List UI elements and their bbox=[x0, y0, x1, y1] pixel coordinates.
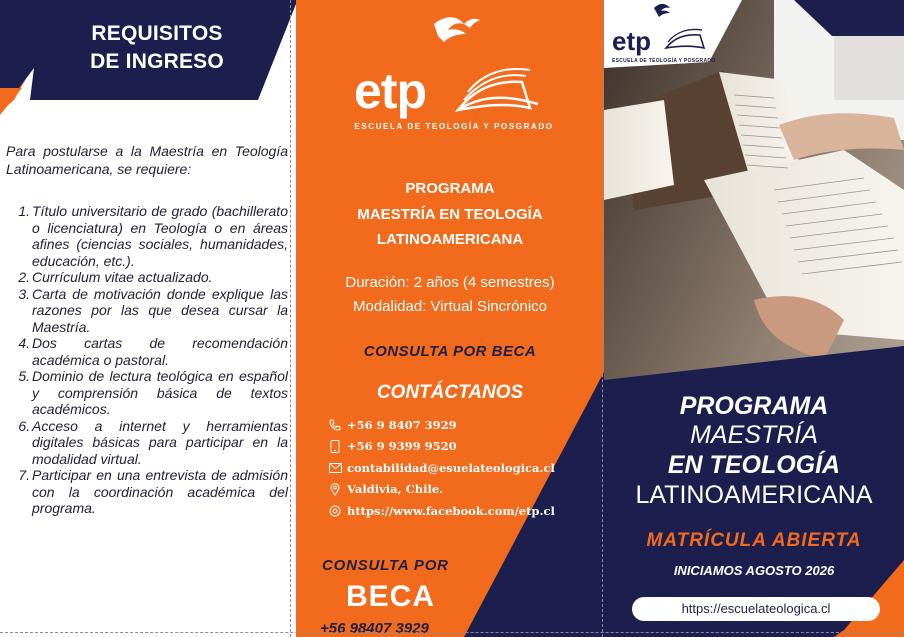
list-item-number: 3. bbox=[18, 285, 30, 302]
website-link[interactable]: https://escuelateologica.cl bbox=[632, 597, 880, 621]
list-item-text: Participar en una entrevista de admisión con la coordinación académica del programa. bbox=[32, 467, 288, 516]
contact-phone[interactable] bbox=[326, 414, 555, 436]
contact-list bbox=[326, 414, 555, 522]
logo-subtitle-small: ESCUELA DE TEOLOGÍA Y POSGRADO bbox=[612, 58, 716, 64]
web-icon bbox=[326, 505, 344, 517]
list-item bbox=[10, 286, 288, 336]
list-item-number: 7. bbox=[18, 467, 30, 483]
start-date-label: INICIAMOS AGOSTO 2026 bbox=[673, 563, 835, 578]
contact-web[interactable] bbox=[326, 500, 555, 522]
scholarship-note: CONSULTA POR BECA bbox=[363, 343, 537, 360]
contact-web-text: https://www.facebook.com/etp.cl bbox=[347, 503, 555, 518]
list-item bbox=[10, 418, 288, 468]
left-panel bbox=[0, 0, 296, 637]
list-item bbox=[10, 203, 288, 269]
requirements-intro: Para postularse a la Maestría en Teología Latinoamericana, se requiere: bbox=[6, 143, 288, 177]
list-item bbox=[10, 269, 288, 286]
contact-location bbox=[326, 479, 555, 501]
list-item bbox=[10, 467, 288, 517]
fold-line-left bbox=[290, 0, 291, 637]
logo-subtitle: ESCUELA DE TEOLOGÍA Y POSGRADO bbox=[354, 122, 554, 131]
enrollment-open-label: MATRÍCULA ABIERTA bbox=[646, 530, 862, 551]
location-icon bbox=[326, 483, 344, 496]
contact-email[interactable] bbox=[326, 457, 555, 479]
list-item-number: 6. bbox=[18, 417, 30, 434]
list-item-text: Título universitario de grado (bachillerato o licenciatura) en Teología o en áreas afines (ciencias sociales, humanidades, educación, etc.). bbox=[32, 203, 288, 269]
list-item-text: Dominio de lectura teológica en español y comprensión básica de textos académicos. bbox=[32, 368, 288, 417]
etp-logo bbox=[354, 10, 554, 135]
program-duration: Duración: 2 años (4 semestres) bbox=[345, 274, 555, 291]
list-item-number: 1. bbox=[18, 203, 30, 219]
right-panel bbox=[604, 0, 904, 637]
program-label-line3: LATINOAMERICANA bbox=[376, 231, 524, 248]
contact-mobile[interactable] bbox=[326, 436, 555, 458]
list-item-number: 5. bbox=[18, 368, 30, 384]
list-item bbox=[10, 335, 288, 368]
mobile-icon bbox=[326, 440, 344, 453]
logo-wordmark-small: etp bbox=[612, 26, 651, 56]
bottom-trim-line bbox=[0, 632, 904, 633]
contact-location-text: Valdivia, Chile. bbox=[347, 482, 444, 497]
dove-book-icon-small bbox=[610, 0, 718, 70]
middle-panel bbox=[296, 0, 604, 637]
list-item-text: Carta de motivación donde explique las razones por las que desea cursar la Maestría. bbox=[32, 285, 288, 335]
requirements-title-line1: REQUISITOS bbox=[91, 22, 223, 45]
program-title-line2: MAESTRÍA bbox=[690, 421, 818, 449]
program-title-line1: PROGRAMA bbox=[679, 392, 829, 420]
program-title-line3: EN TEOLOGÍA bbox=[667, 451, 841, 479]
list-item-text: Acceso a internet y herramientas digitales básicas para participar en la modalidad virtual. bbox=[32, 417, 288, 467]
program-label-line1: PROGRAMA bbox=[405, 180, 495, 197]
list-item bbox=[10, 368, 288, 418]
list-item-number: 4. bbox=[18, 335, 30, 351]
scholarship-callout-beca: BECA bbox=[346, 580, 436, 613]
program-label-line2: MAESTRÍA EN TEOLOGÍA bbox=[357, 206, 543, 223]
etp-logo-small bbox=[610, 0, 718, 70]
contact-email-text: contabilidad@esuelateologica.cl bbox=[347, 460, 555, 475]
phone-icon bbox=[326, 419, 344, 431]
program-modality: Modalidad: Virtual Sincrónico bbox=[353, 298, 547, 315]
scholarship-callout-label: CONSULTA POR bbox=[322, 557, 449, 574]
list-item-text: Dos cartas de recomendación académica o pastoral. bbox=[32, 335, 288, 368]
contact-title: CONTÁCTANOS bbox=[376, 382, 524, 403]
list-item-text: Currículum vitae actualizado. bbox=[32, 269, 213, 285]
requirements-title bbox=[62, 20, 252, 76]
scholarship-callout-phone: +56 98407 3929 bbox=[320, 620, 429, 637]
program-title-line4: LATINOAMERICANA bbox=[635, 481, 873, 509]
list-item-number: 2. bbox=[18, 269, 30, 285]
contact-mobile-text: +56 9 9399 9520 bbox=[347, 439, 457, 454]
requirements-title-line2: DE INGRESO bbox=[90, 50, 224, 73]
logo-wordmark: etp bbox=[354, 63, 426, 119]
fold-line-right bbox=[602, 0, 603, 637]
contact-phone-text: +56 9 8407 3929 bbox=[347, 417, 457, 432]
requirements-list bbox=[10, 203, 288, 517]
mail-icon bbox=[326, 463, 344, 473]
